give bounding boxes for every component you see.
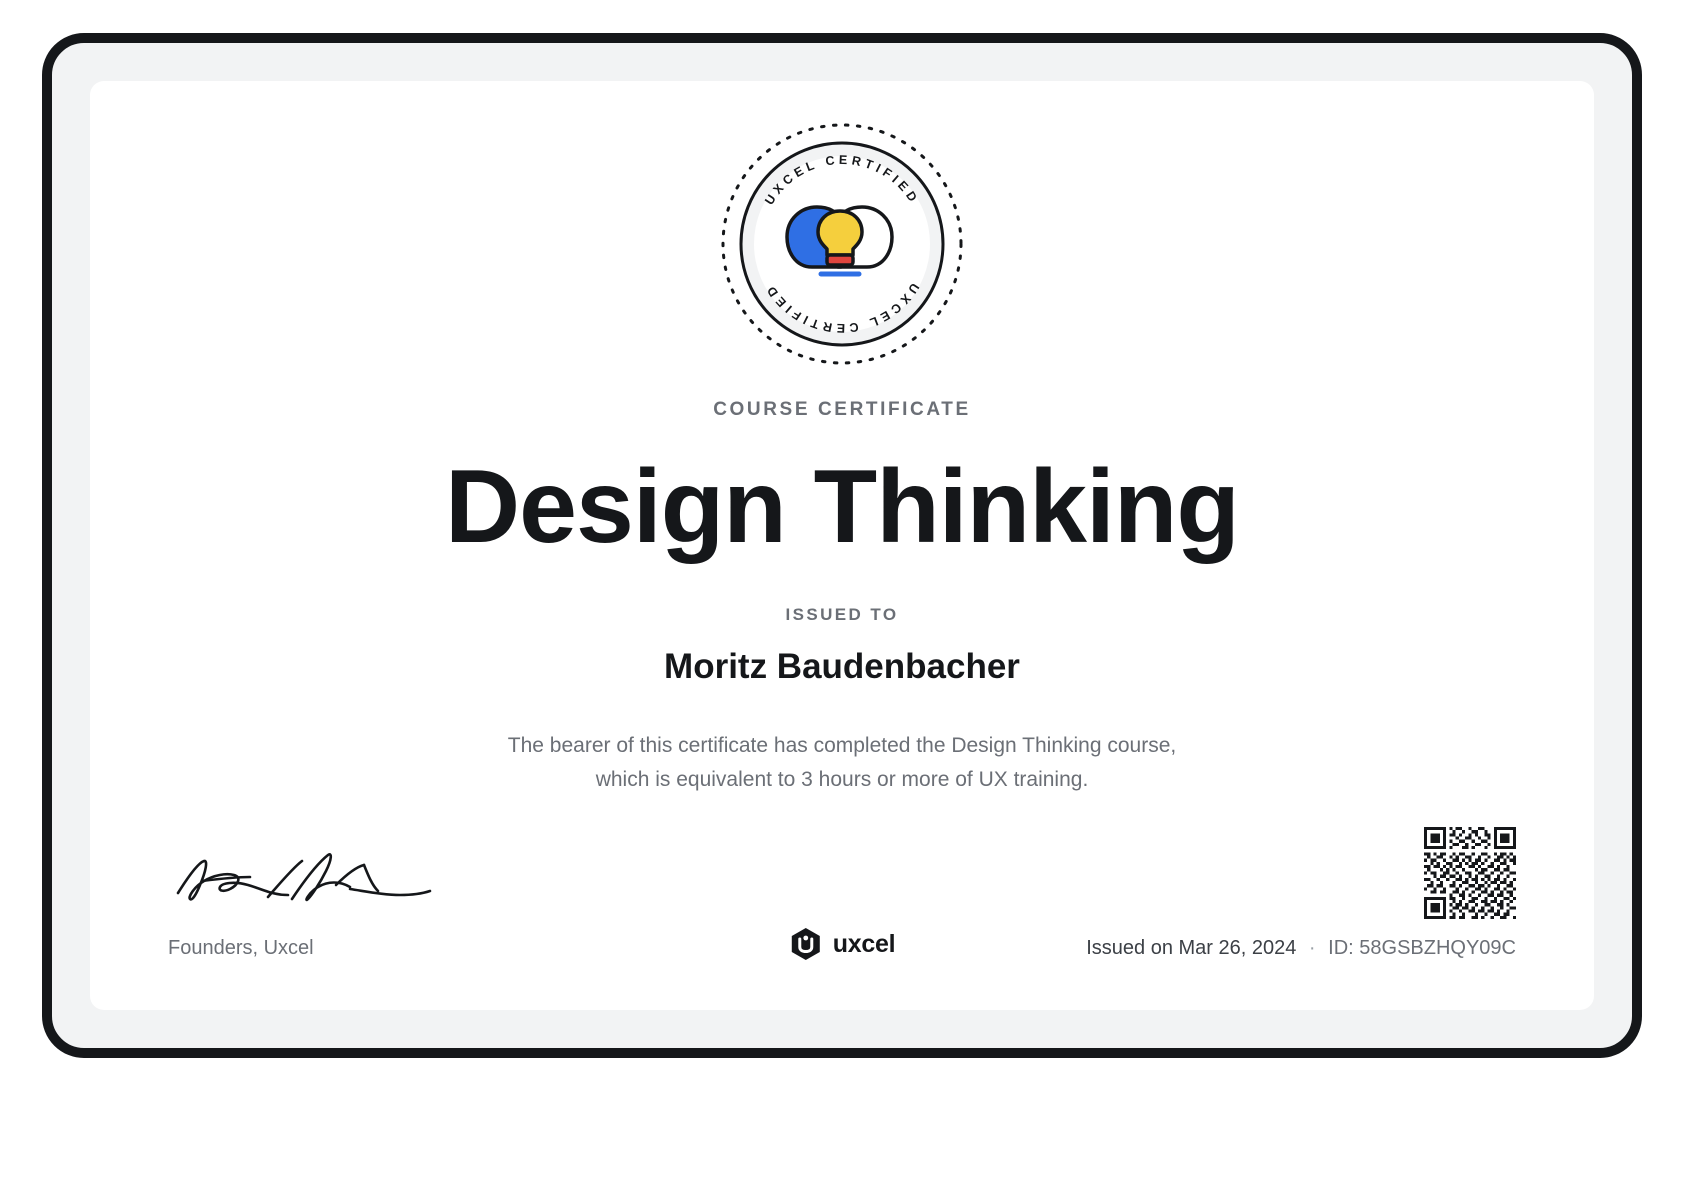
certificate-outer-frame bbox=[42, 33, 1642, 1058]
certificate-id: ID: 58GSBZHQY09C bbox=[1328, 937, 1516, 959]
issued-to-label: ISSUED TO bbox=[785, 605, 899, 624]
head-lightbulb-icon bbox=[787, 207, 892, 274]
body-line-1: The bearer of this certificate has completed the Design Thinking course, bbox=[507, 734, 1177, 757]
body-line-2: which is equivalent to 3 hours or more of UX training. bbox=[595, 768, 1089, 792]
verification-qr-code[interactable] bbox=[1424, 827, 1516, 919]
founders-caption: Founders, Uxcel bbox=[168, 937, 314, 959]
issue-info bbox=[1086, 937, 1516, 960]
founders-signature-icon bbox=[168, 841, 468, 921]
issued-on-label: Issued on Mar 26, 2024 bbox=[1086, 937, 1297, 959]
brand-name: uxcel bbox=[832, 929, 896, 958]
uxcel-brand bbox=[789, 926, 895, 962]
issue-info-separator: · bbox=[1308, 937, 1316, 959]
uxcel-certified-seal bbox=[717, 119, 967, 369]
uxcel-logo-icon bbox=[789, 926, 823, 962]
certificate-card bbox=[90, 81, 1594, 1010]
course-title: Design Thinking bbox=[445, 449, 1239, 565]
svg-text:UXCEL CERTIFIED: UXCEL CERTIFIED bbox=[762, 152, 922, 208]
certificate-kicker: COURSE CERTIFICATE bbox=[713, 399, 971, 420]
recipient-name: Moritz Baudenbacher bbox=[664, 647, 1020, 686]
certificate-body bbox=[90, 729, 1594, 797]
svg-text:UXCEL CERTIFIED: UXCEL CERTIFIED bbox=[762, 280, 922, 336]
